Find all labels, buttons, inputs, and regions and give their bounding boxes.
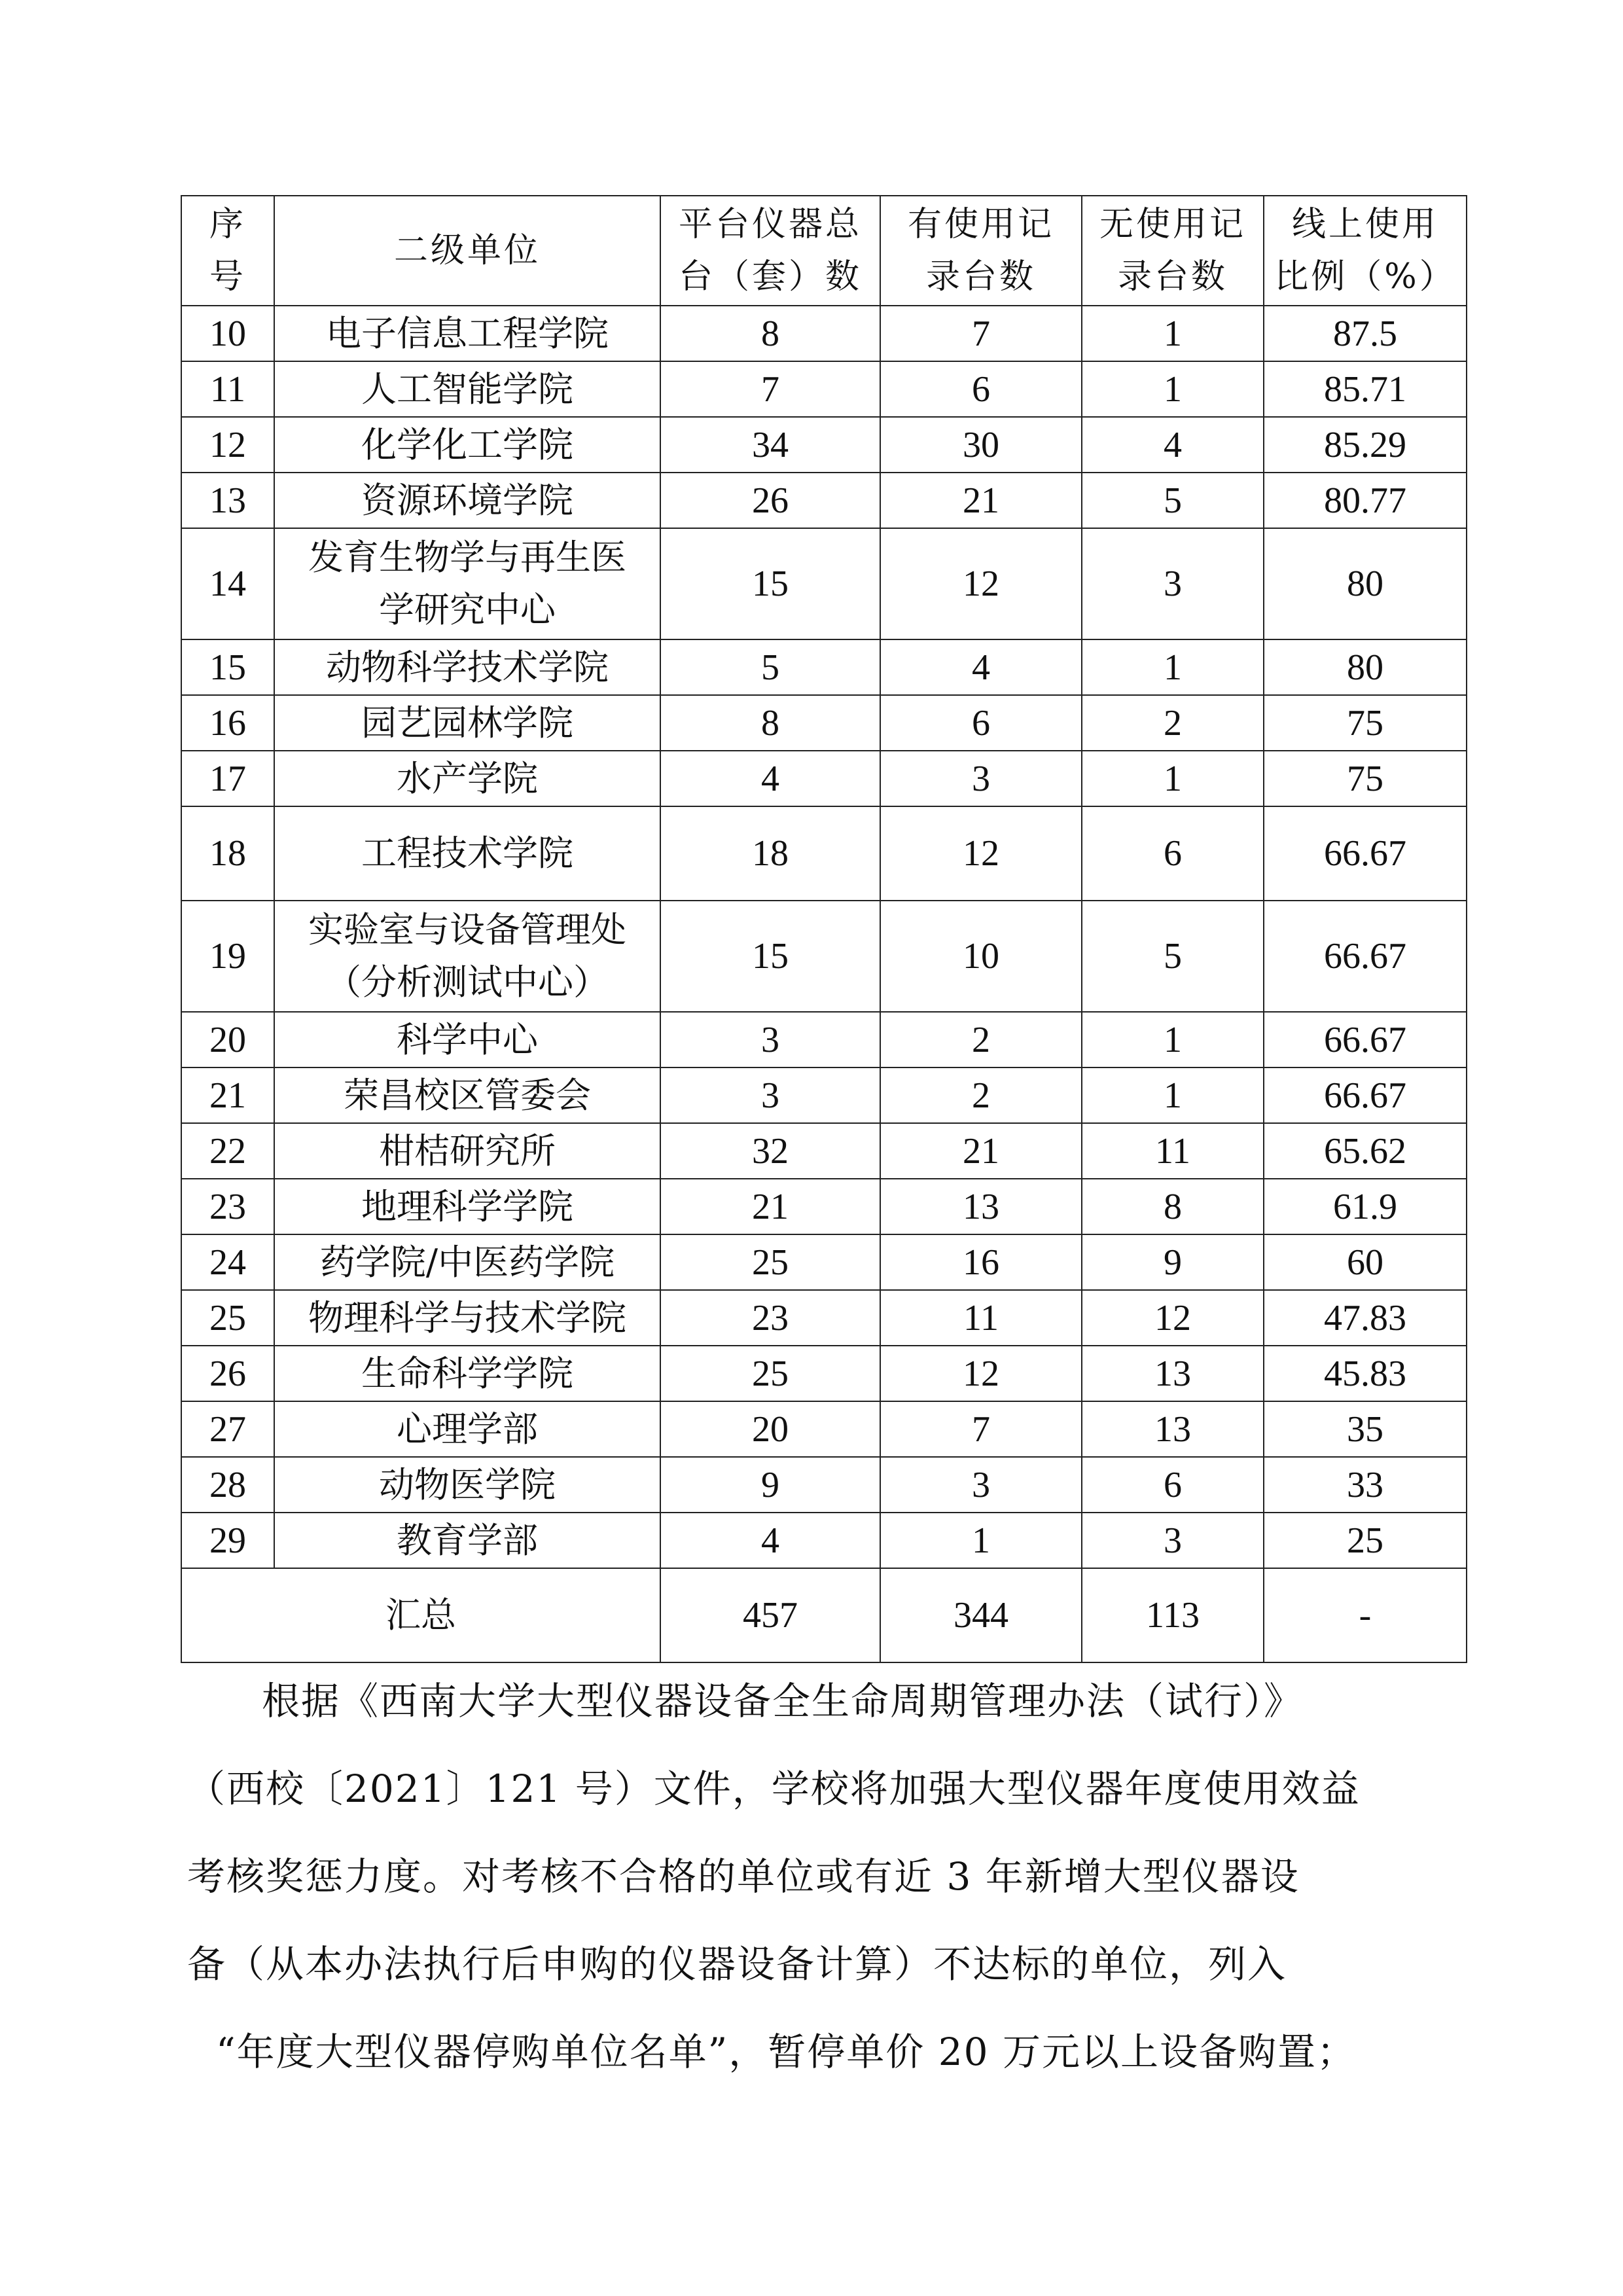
cell-ratio: 47.83 [1264,1290,1467,1346]
cell-seq: 24 [181,1234,274,1290]
paragraph-line: 考核奖惩力度。对考核不合格的单位或有近 3 年新增大型仪器设 [187,1854,1300,1899]
table-body [181,306,1467,1662]
table-row [181,1457,1467,1513]
cell-unit: 资源环境学院 [274,473,660,528]
header-ratio [1264,196,1467,306]
cell-total: 26 [660,473,880,528]
cell-total: 25 [660,1346,880,1401]
header-seq [181,196,274,306]
cell-unit: 柑桔研究所 [274,1123,660,1179]
cell-ratio: 35 [1264,1401,1467,1457]
cell-ratio: 66.67 [1264,1067,1467,1123]
cell-used: 6 [880,695,1082,751]
header-total-line2: 台（套）数 [678,257,862,296]
cell-total: 7 [660,361,880,417]
cell-seq: 23 [181,1179,274,1234]
table-row [181,1513,1467,1568]
cell-seq: 18 [181,806,274,901]
table-row [181,639,1467,695]
cell-unit: 电子信息工程学院 [274,306,660,361]
cell-unit [274,901,660,1012]
cell-ratio: 80 [1264,639,1467,695]
cell-unused: 1 [1082,639,1264,695]
cell-unit: 地理科学学院 [274,1179,660,1234]
header-used-line1: 有使用记 [907,205,1054,244]
summary-label: 汇总 [181,1568,660,1662]
cell-ratio: 66.67 [1264,901,1467,1012]
cell-total: 4 [660,1513,880,1568]
cell-unused: 12 [1082,1290,1264,1346]
cell-used: 6 [880,361,1082,417]
cell-total: 15 [660,528,880,639]
cell-total: 25 [660,1234,880,1290]
cell-used: 12 [880,1346,1082,1401]
cell-unused: 1 [1082,306,1264,361]
cell-seq: 10 [181,306,274,361]
header-total [660,196,880,306]
cell-unused: 3 [1082,528,1264,639]
header-unused-line2: 录台数 [1117,257,1228,296]
cell-unit-line2: （分析测试中心） [326,961,609,1003]
cell-unused: 11 [1082,1123,1264,1179]
cell-ratio: 87.5 [1264,306,1467,361]
cell-used: 11 [880,1290,1082,1346]
table-row [181,1401,1467,1457]
table-row [181,528,1467,639]
cell-total: 20 [660,1401,880,1457]
cell-unit: 物理科学与技术学院 [274,1290,660,1346]
cell-used: 3 [880,1457,1082,1513]
cell-seq: 25 [181,1290,274,1346]
cell-seq: 19 [181,901,274,1012]
cell-used: 10 [880,901,1082,1012]
table-row [181,1012,1467,1067]
cell-unit: 教育学部 [274,1513,660,1568]
cell-unused: 5 [1082,473,1264,528]
cell-total: 15 [660,901,880,1012]
cell-used: 7 [880,306,1082,361]
cell-unit: 园艺园林学院 [274,695,660,751]
cell-seq: 29 [181,1513,274,1568]
cell-unit-line1: 发育生物学与再生医 [308,537,626,578]
cell-seq: 17 [181,751,274,806]
summary-unused: 113 [1082,1568,1264,1662]
table-row [181,1234,1467,1290]
header-total-line1: 平台仪器总 [678,205,862,244]
cell-unit-line1: 实验室与设备管理处 [308,909,626,950]
paragraph-line: 根据《西南大学大型仪器设备全生命周期管理办法（试行）》 [262,1679,1304,1723]
cell-unused: 1 [1082,361,1264,417]
cell-ratio: 80 [1264,528,1467,639]
table-row [181,361,1467,417]
summary-ratio: - [1264,1568,1467,1662]
table-row [181,695,1467,751]
cell-total: 32 [660,1123,880,1179]
table-row [181,901,1467,1012]
cell-ratio: 60 [1264,1234,1467,1290]
cell-seq: 16 [181,695,274,751]
cell-seq: 28 [181,1457,274,1513]
cell-seq: 20 [181,1012,274,1067]
table-row [181,473,1467,528]
cell-seq: 21 [181,1067,274,1123]
cell-total: 3 [660,1067,880,1123]
cell-ratio: 45.83 [1264,1346,1467,1401]
paragraph-line: 备（从本办法执行后申购的仪器设备计算）不达标的单位，列入 [187,1942,1287,1986]
cell-unit: 药学院/中医药学院 [274,1234,660,1290]
cell-unused: 9 [1082,1234,1264,1290]
cell-ratio: 25 [1264,1513,1467,1568]
cell-unused: 3 [1082,1513,1264,1568]
cell-used: 21 [880,1123,1082,1179]
cell-unit: 人工智能学院 [274,361,660,417]
cell-seq: 14 [181,528,274,639]
cell-unused: 2 [1082,695,1264,751]
cell-unused: 13 [1082,1401,1264,1457]
cell-unused: 6 [1082,806,1264,901]
cell-seq: 12 [181,417,274,473]
cell-seq: 26 [181,1346,274,1401]
cell-unit: 动物科学技术学院 [274,639,660,695]
cell-used: 1 [880,1513,1082,1568]
table-row [181,751,1467,806]
instrument-usage-table [181,195,1467,1663]
header-ratio-line1: 线上使用 [1291,205,1438,244]
header-unit: 二级单位 [274,196,660,306]
header-used [880,196,1082,306]
cell-unused: 13 [1082,1346,1264,1401]
cell-ratio: 33 [1264,1457,1467,1513]
paragraph-line: “年度大型仪器停购单位名单”，暂停单价 20 万元以上设备购置； [216,2030,1356,2074]
table-row [181,417,1467,473]
table-header-row [181,196,1467,306]
cell-unused: 1 [1082,1067,1264,1123]
cell-used: 3 [880,751,1082,806]
cell-unit: 化学化工学院 [274,417,660,473]
cell-unit: 工程技术学院 [274,806,660,901]
cell-used: 13 [880,1179,1082,1234]
paragraph-line: （西校〔2021〕121 号）文件，学校将加强大型仪器年度使用效益 [187,1767,1361,1811]
cell-seq: 11 [181,361,274,417]
cell-total: 3 [660,1012,880,1067]
cell-total: 21 [660,1179,880,1234]
cell-unit-line2: 学研究中心 [379,589,556,630]
cell-ratio: 85.29 [1264,417,1467,473]
cell-seq: 22 [181,1123,274,1179]
table-row [181,1067,1467,1123]
cell-total: 4 [660,751,880,806]
cell-ratio: 66.67 [1264,1012,1467,1067]
cell-total: 5 [660,639,880,695]
cell-ratio: 80.77 [1264,473,1467,528]
cell-total: 8 [660,306,880,361]
cell-total: 23 [660,1290,880,1346]
summary-row [181,1568,1467,1662]
table-row [181,1290,1467,1346]
cell-unit: 动物医学院 [274,1457,660,1513]
table-row [181,306,1467,361]
cell-used: 30 [880,417,1082,473]
cell-seq: 13 [181,473,274,528]
cell-unit: 荣昌校区管委会 [274,1067,660,1123]
cell-used: 2 [880,1012,1082,1067]
cell-ratio: 75 [1264,695,1467,751]
cell-used: 21 [880,473,1082,528]
header-seq-line1: 序 [209,205,246,244]
cell-unused: 8 [1082,1179,1264,1234]
cell-unused: 5 [1082,901,1264,1012]
header-seq-line2: 号 [209,257,246,296]
cell-unit: 科学中心 [274,1012,660,1067]
cell-used: 4 [880,639,1082,695]
cell-used: 12 [880,806,1082,901]
cell-total: 34 [660,417,880,473]
cell-used: 12 [880,528,1082,639]
header-ratio-line2: 比例（%） [1274,257,1456,296]
cell-used: 16 [880,1234,1082,1290]
cell-ratio: 66.67 [1264,806,1467,901]
cell-total: 9 [660,1457,880,1513]
header-unused [1082,196,1264,306]
cell-seq: 27 [181,1401,274,1457]
cell-unit: 水产学院 [274,751,660,806]
cell-total: 8 [660,695,880,751]
table-row [181,1179,1467,1234]
cell-unused: 1 [1082,1012,1264,1067]
cell-unit: 心理学部 [274,1401,660,1457]
cell-unit [274,528,660,639]
cell-ratio: 75 [1264,751,1467,806]
cell-unused: 6 [1082,1457,1264,1513]
header-used-line2: 录台数 [925,257,1036,296]
table-row [181,1346,1467,1401]
cell-unused: 1 [1082,751,1264,806]
cell-unit: 生命科学学院 [274,1346,660,1401]
table-row [181,806,1467,901]
cell-total: 18 [660,806,880,901]
cell-ratio: 85.71 [1264,361,1467,417]
summary-total: 457 [660,1568,880,1662]
cell-seq: 15 [181,639,274,695]
table-row [181,1123,1467,1179]
header-unused-line1: 无使用记 [1099,205,1246,244]
cell-used: 2 [880,1067,1082,1123]
cell-ratio: 65.62 [1264,1123,1467,1179]
summary-used: 344 [880,1568,1082,1662]
cell-used: 7 [880,1401,1082,1457]
cell-ratio: 61.9 [1264,1179,1467,1234]
cell-unused: 4 [1082,417,1264,473]
